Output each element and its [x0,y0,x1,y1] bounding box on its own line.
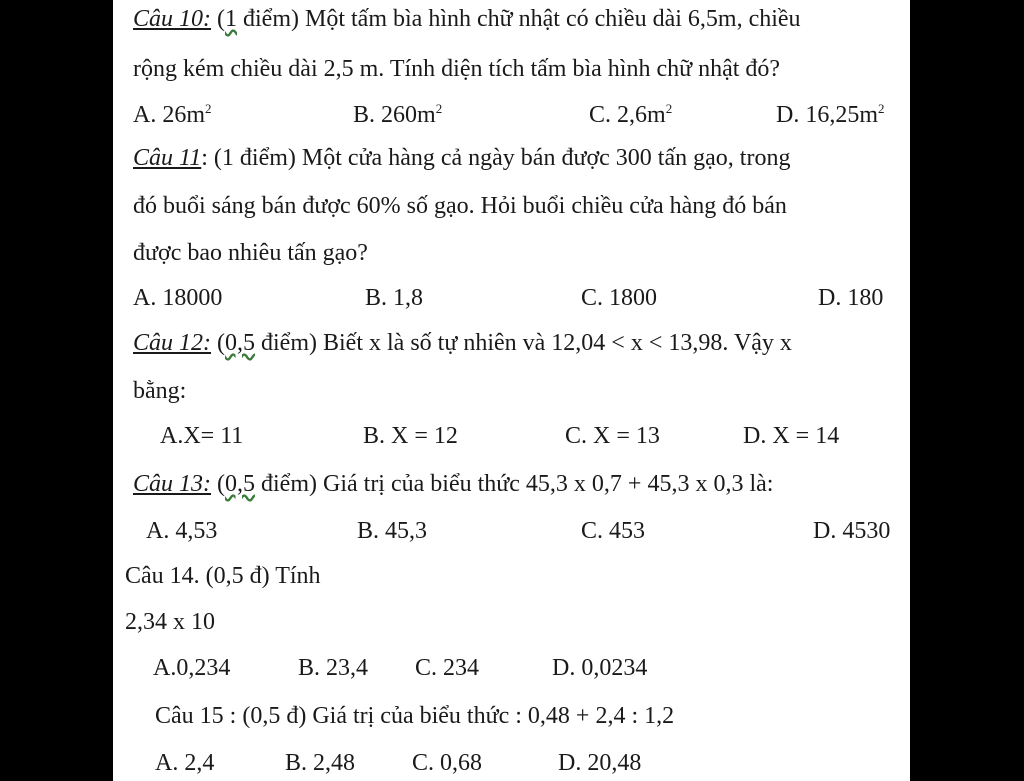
q12-sep: : [203,330,212,356]
q11-label: Câu 11 [133,145,202,171]
q10-points: 1 [225,6,238,32]
q10-option-d-value: 16,25m [805,102,879,128]
q14-line2: 2,34 x 10 [125,609,215,635]
q11-line1 [133,143,790,173]
q12-line2: bằng: [133,378,187,404]
q12-paren: ( [211,330,226,356]
q12-option-a[interactable]: A.X= 11 [160,423,244,449]
q10-option-b-label: B. [353,102,382,128]
q10-option-a-sup: 2 [205,101,212,116]
q11-line3: được bao nhiêu tấn gạo? [133,240,368,266]
q12-option-c[interactable]: C. X = 13 [565,423,660,449]
q10-option-c-sup: 2 [665,101,673,116]
q15-line1: Câu 15 : (0,5 đ) Giá trị của biểu thức : 0,48 + 2,4 : 1,2 [155,703,675,729]
q10-option-d-label: D. [776,102,806,128]
q12-text1: điểm) Biết x là số tự nhiên và 12,04 < x < 13,98. Vậy x [255,330,792,356]
q10-option-b-sup: 2 [435,101,443,116]
q12-option-d[interactable]: D. X = 14 [743,423,840,449]
q13-option-d[interactable]: D. 4530 [813,518,891,544]
q11-text1: : (1 điểm) Một cửa hàng cả ngày bán được 300 tấn gạo, trong [201,145,791,171]
q15-option-d[interactable]: D. 20,48 [558,750,642,776]
q10-sep: : [203,6,212,32]
q12-label: Câu 12 [133,330,204,356]
q15-option-c[interactable]: C. 0,68 [412,750,483,776]
q10-text1: điểm) Một tấm bìa hình chữ nhật có chiều dài 6,5m, chiều [237,6,801,32]
q12-points: 0,5 [225,330,256,356]
q10-option-b[interactable] [353,100,442,130]
q13-points: 0,5 [225,471,256,497]
q14-option-a[interactable]: A.0,234 [153,655,231,681]
q14-option-c[interactable]: C. 234 [415,655,480,681]
q10-line1 [133,4,801,34]
exam-page [113,0,910,781]
q11-option-b[interactable]: B. 1,8 [365,285,424,311]
q15-option-b[interactable]: B. 2,48 [285,750,356,776]
q13-line1 [133,469,773,499]
q12-option-b[interactable]: B. X = 12 [363,423,458,449]
q13-option-b[interactable]: B. 45,3 [357,518,428,544]
q15-option-a[interactable]: A. 2,4 [155,750,215,776]
q10-option-c[interactable] [589,100,672,130]
q11-line2: đó buổi sáng bán được 60% số gạo. Hỏi buổi chiều cửa hàng đó bán [133,193,787,219]
q14-line1: Câu 14. (0,5 đ) Tính [125,563,321,589]
q10-option-b-value: 260m [381,102,436,128]
q13-option-c[interactable]: C. 453 [581,518,646,544]
q10-option-c-value: 2,6m [617,102,666,128]
q10-option-c-label: C. [589,102,618,128]
q11-option-a[interactable]: A. 18000 [133,285,223,311]
q11-option-d[interactable]: D. 180 [818,285,884,311]
q13-sep: : [203,471,212,497]
q10-option-d[interactable] [776,100,885,130]
q14-option-b[interactable]: B. 23,4 [298,655,369,681]
q13-option-a[interactable]: A. 4,53 [146,518,218,544]
q13-paren: ( [211,471,226,497]
q10-label: Câu 10 [133,6,204,32]
q10-option-a-value: 26m [162,102,206,128]
q10-paren: ( [211,6,226,32]
q10-option-d-sup: 2 [878,101,885,116]
q13-label: Câu 13 [133,471,204,497]
q14-option-d[interactable]: D. 0,0234 [552,655,648,681]
q13-text1: điểm) Giá trị của biểu thức 45,3 x 0,7 + 45,3 x 0,3 là: [255,471,774,497]
q10-line2: rộng kém chiều dài 2,5 m. Tính diện tích tấm bìa hình chữ nhật đó? [133,56,781,82]
q10-option-a-label: A. [133,102,163,128]
q12-line1 [133,328,792,358]
q10-option-a[interactable] [133,100,212,130]
q11-option-c[interactable]: C. 1800 [581,285,658,311]
